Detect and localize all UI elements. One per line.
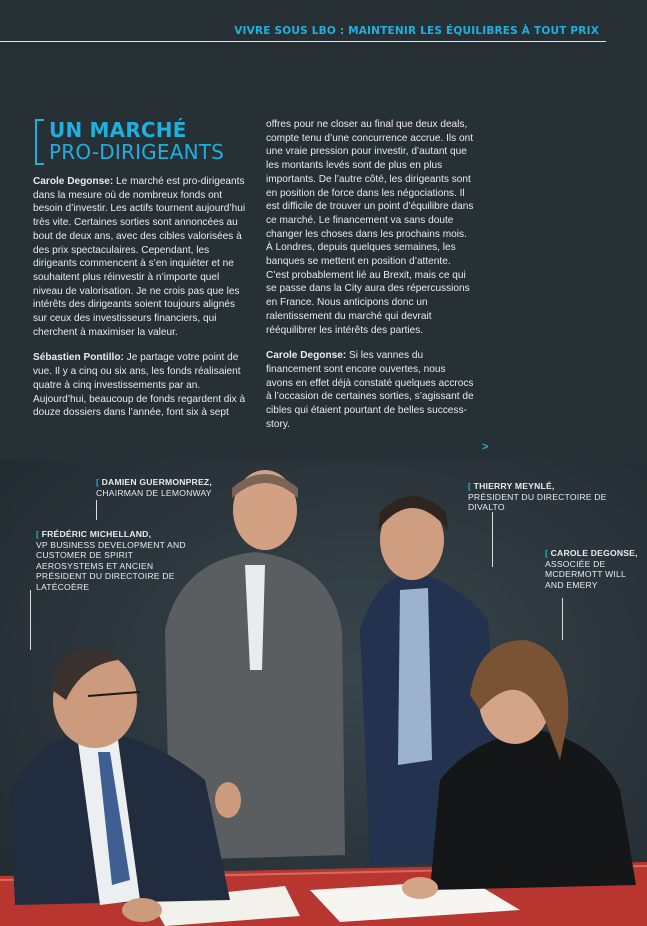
caption-name: THIERRY MEYNLÉ, [473, 481, 555, 491]
caption-bracket: [ [545, 548, 549, 558]
speaker-name: Carole Degonse: [33, 176, 114, 187]
caption-name: CAROLE DEGONSE, [550, 548, 638, 558]
paragraph-text: Je partage votre point de vue. Il y a cinq ou six ans, les fonds réalisaient quatre à cinq investissements par an. Aujourd’hui, beaucoup de fonds regardent dix à douze dossiers dans l’année, font six à sept [33, 352, 246, 419]
continue-arrow-icon: > [482, 441, 489, 453]
article-title-line1: UN MARCHÉ [49, 118, 187, 142]
title-bracket [35, 119, 44, 165]
caption-bracket: [ [468, 481, 472, 491]
caption-name: FRÉDÉRIC MICHELLAND, [41, 529, 152, 539]
paragraph-text: Le marché est pro-dirigeants dans la mesure où de nombreux fonds ont besoin d’investir. Les actifs tournent aujourd’hui très vite. Certaines sorties sont annoncées au bout de deux ans, avec des cibles valorisées à des prix spectaculaires. Cependant, les dirigeants commencent à s’en inquiéter et ne souhaitent plus réinvestir à n’importe quel niveau de valorisation. Je ne crois pas que les intérêts des dirigeants soient toujours alignés sur ceux des investisseurs financiers, qui cherchent à maximiser la valeur. [33, 176, 246, 338]
caption-thierry [468, 481, 618, 513]
paragraph-text: offres pour ne closer au final que deux deals, compte tenu d’une concurrence accrue. Ils ont une vraie pression pour investir, d’autant que les montants levés sont de plus en plus importants. De l’autre côté, les dirigeants sont en position de force dans les négociations. Il est difficile de trouver un point d’équilibre dans ce marché. Le financement va sans doute changer les choses dans les prochains mois. À Londres, depuis quelques semaines, les banques se mettent en position d’attente. C’est probablement lié au Brexit, mais ce qui se passe dans la City aura des répercussions en France. Nous anticipons donc un ralentissement du marché qui devrait rééquilibrer les intérêts des parties. [266, 119, 474, 336]
paragraph [33, 175, 246, 339]
article-column-1 [33, 175, 246, 432]
paragraph-text: Si les vannes du financement sont encore ouvertes, nous avons en effet déjà constaté quelques accrocs à l’occasion de certaines sorties, s’agissant de cibles qui étaient pourtant de belles success-story. [266, 350, 474, 430]
caption-role: PRÉSIDENT DU DIRECTOIRE DE DIVALTO [468, 491, 607, 513]
header-rule [0, 41, 606, 42]
caption-carole [545, 548, 640, 590]
paragraph [266, 349, 474, 431]
article-column-2 [266, 118, 474, 443]
caption-bracket: [ [96, 477, 100, 487]
caption-leader-line [30, 590, 31, 650]
paragraph [266, 118, 474, 337]
caption-leader-line [492, 512, 493, 567]
speaker-name: Sébastien Pontillo: [33, 352, 124, 364]
caption-frederic [36, 529, 186, 593]
caption-role: VP BUSINESS DEVELOPMENT AND CUSTOMER DE SPIRIT AEROSYSTEMS ET ANCIEN PRÉSIDENT DU DIRECTOIRE DE LATÉCOÈRE [36, 539, 186, 592]
caption-damien [96, 477, 296, 498]
caption-leader-line [562, 598, 563, 640]
caption-role: CHAIRMAN DE LEMONWAY [96, 487, 212, 498]
caption-name: DAMIEN GUERMONPREZ, [101, 477, 212, 487]
caption-bracket: [ [36, 529, 40, 539]
caption-leader-line [96, 500, 97, 520]
article-title-line2: PRO-DIRIGEANTS [49, 140, 225, 164]
section-title: VIVRE SOUS LBO : MAINTENIR LES ÉQUILIBRES À TOUT PRIX [234, 25, 599, 37]
speaker-name: Carole Degonse: [266, 350, 347, 362]
page-header [0, 0, 647, 42]
paragraph [33, 351, 246, 420]
caption-role: ASSOCIÉE DE MCDERMOTT WILL AND EMERY [545, 558, 626, 590]
